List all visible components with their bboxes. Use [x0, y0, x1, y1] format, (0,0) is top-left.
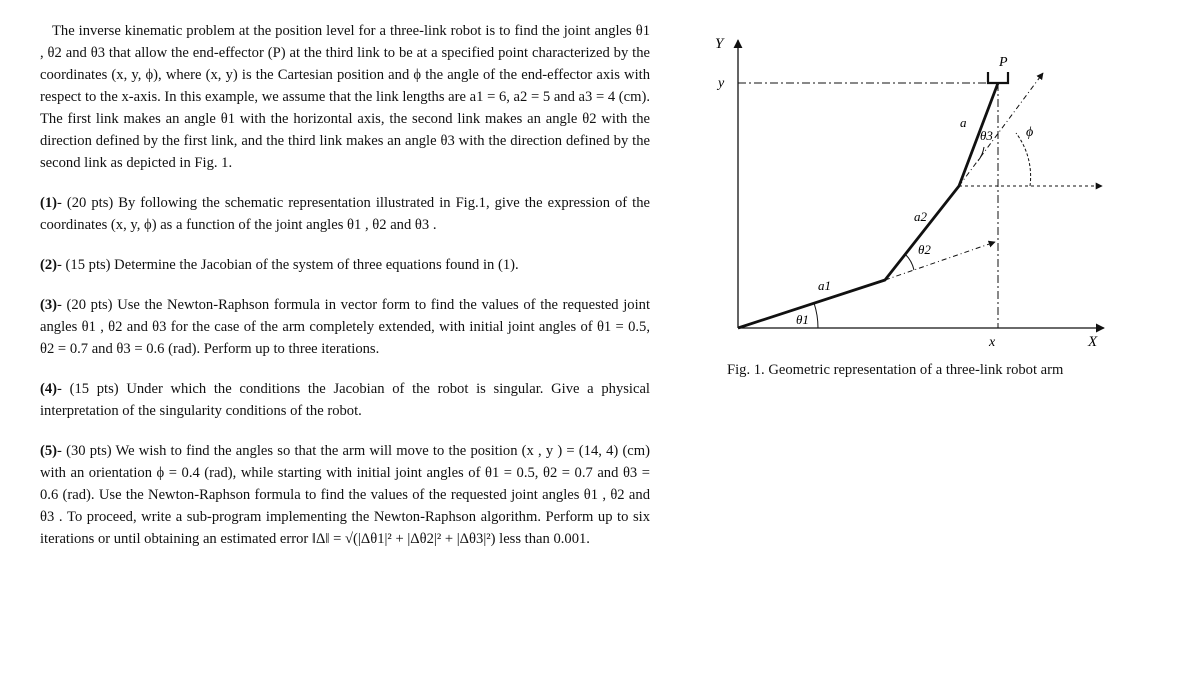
phi-arc	[1016, 133, 1031, 186]
question-2-label: (2)	[40, 257, 58, 273]
question-4-text: - (15 pts) Under which the conditions the Jacobian of the robot is singular. Give a physical interpretation of the singularity conditions of the robot.	[40, 381, 650, 419]
robot-arm-links	[738, 83, 998, 328]
label-theta2: θ2	[918, 242, 931, 257]
question-3-label: (3)	[40, 297, 58, 313]
question-2-text: - (15 pts) Determine the Jacobian of the system of three equations found in (1).	[57, 257, 519, 273]
question-2	[40, 254, 650, 276]
theta2-arc	[905, 254, 914, 270]
question-3	[40, 294, 650, 360]
question-4-label: (4)	[40, 381, 58, 397]
label-x: x	[989, 335, 996, 350]
label-theta3: θ3	[980, 128, 993, 143]
question-5-text: - (30 pts) We wish to find the angles so that the arm will move to the position (x , y ) = (14, 4) (cm) with an orientation ϕ = 0.4 (rad), while starting with initial joint angles of θ1 = 0.5, θ2 = 0.7 and θ3 = 0.6 (rad). Use the Newton-Raphson formula to find the values of the requested joint angles θ1 , θ2 and θ3 . To proceed, write a sub-program implementing the Newton-Raphson algorithm. Perform up to six iterations or until obtaining an estimated error ‖Δ‖ = √(|Δθ1|² + |Δθ2|² + |Δθ3|²) less than 0.001.	[40, 443, 650, 547]
figure-caption: Fig. 1. Geometric representation of a three-link robot arm	[727, 362, 1064, 378]
label-a: a	[960, 115, 967, 130]
intro-paragraph: The inverse kinematic problem at the position level for a three-link robot is to find the joint angles θ1 , θ2 and θ3 that allow the end-effector (P) at the third link to be at a specified point characterized by the coordinates (x, y, ϕ), where (x, y) is the Cartesian position and ϕ the angle of the end-effector axis with respect to the x-axis. In this example, we assume that the link lengths are a1 = 6, a2 = 5 and a3 = 4 (cm). The first link makes an angle θ1 with the horizontal axis, the second link makes an angle θ2 with the direction defined by the first link, and the third link makes an angle θ3 with the direction defined by the second link as depicted in Fig. 1.	[40, 23, 650, 171]
robot-arm-figure	[700, 28, 1120, 358]
question-1	[40, 192, 650, 236]
question-3-text: - (20 pts) Use the Newton-Raphson formula in vector form to find the values of the requested joint angles θ1 , θ2 and θ3 for the case of the arm completely extended, with initial joint angles of θ1 = 0.5, θ2 = 0.7 and θ3 = 0.6 (rad). Perform up to three iterations.	[40, 297, 650, 357]
problem-text	[40, 20, 650, 550]
label-phi: ϕ	[1026, 125, 1034, 140]
label-Y: Y	[715, 36, 724, 52]
label-y: y	[718, 76, 725, 91]
label-a1: a1	[818, 278, 831, 293]
label-theta1: θ1	[796, 312, 809, 327]
question-5-label: (5)	[40, 443, 58, 459]
label-P: P	[999, 55, 1008, 70]
label-X: X	[1088, 334, 1098, 350]
theta1-arc	[814, 303, 818, 328]
question-1-label: (1)	[40, 195, 58, 211]
question-4	[40, 378, 650, 422]
question-5	[40, 440, 650, 550]
end-effector-gripper	[988, 72, 1008, 83]
label-a2: a2	[914, 209, 927, 224]
question-1-text: - (20 pts) By following the schematic representation illustrated in Fig.1, give the expression of the coordinates (x, y, ϕ) as a function of the joint angles θ1 , θ2 and θ3 .	[40, 195, 650, 233]
